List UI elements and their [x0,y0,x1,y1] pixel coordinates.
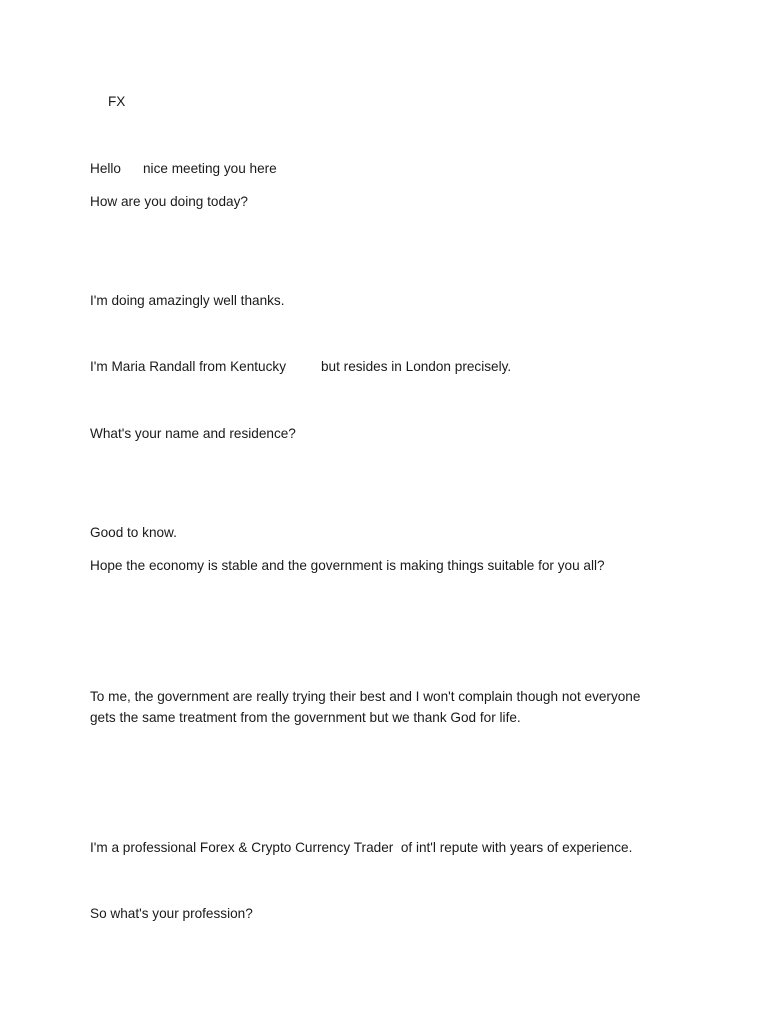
profession-question-line: So what's your profession? [90,906,253,921]
hello-word: Hello [90,161,121,176]
maria-line [90,357,511,377]
good-to-know-line: Good to know. [90,525,177,540]
how-are-you-line: How are you doing today? [90,194,248,209]
trader-text: I'm a professional Forex & Crypto Currency Trader of int'l repute with years of experience. [90,840,633,855]
hope-economy-line: Hope the economy is stable and the government is making things suitable for you all? [90,558,605,573]
hello-line [90,159,277,179]
doing-well-line: I'm doing amazingly well thanks. [90,293,285,308]
government-paragraph-line-2: gets the same treatment from the government but we thank God for life. [90,710,521,725]
trader-line [90,838,632,858]
maria-intro-text: I'm Maria Randall from Kentucky [90,359,286,374]
government-paragraph-line-1: To me, the government are really trying their best and I won't complain though not everyone [90,689,641,704]
whats-your-name-line: What's your name and residence? [90,426,296,441]
nice-meeting-text: nice meeting you here [142,161,277,176]
document-heading: FX [108,94,126,109]
london-text: but resides in London precisely. [321,359,512,374]
